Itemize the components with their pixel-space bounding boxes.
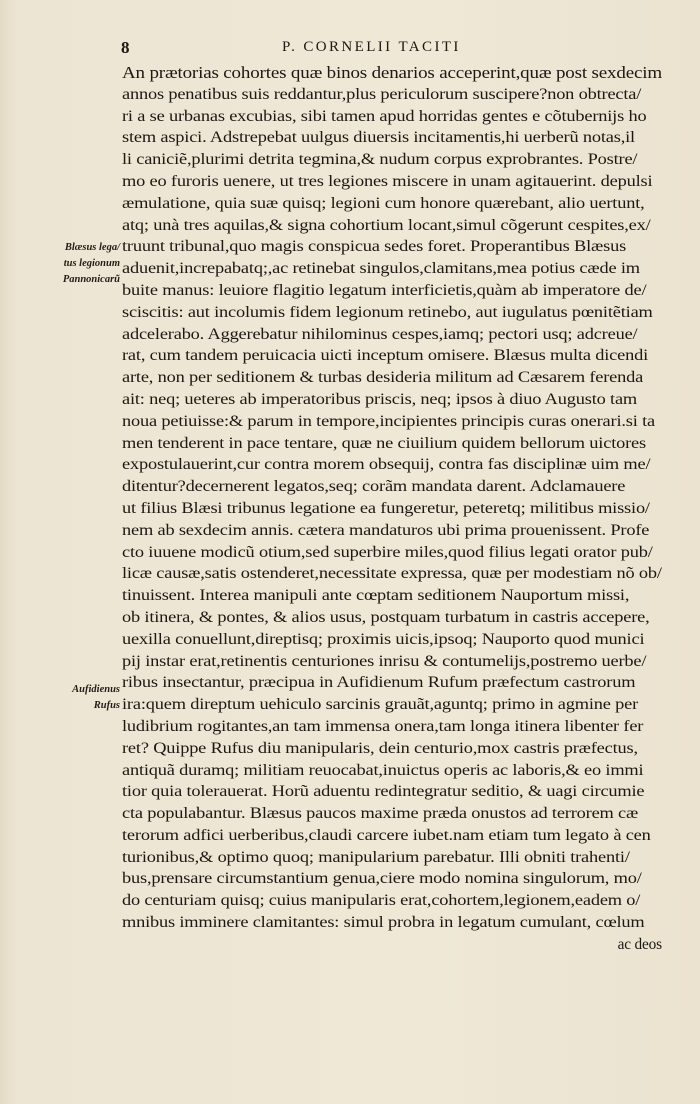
text-line: æmulatione, quia suæ quisq; legioni cum honore quærebant, alio uertunt, xyxy=(122,194,645,212)
text-line: tinuissent. Interea manipuli ante cœptam seditionem Nauportum missi, xyxy=(122,587,630,605)
text-line: sciscitis: aut incolumis fidem legionum retinebo, aut iugulatus pœnitẽtiam xyxy=(122,303,653,321)
text-line: bus,prensare circumstantium genua,ciere modo nomina singulorum, mo/ xyxy=(122,870,642,888)
margin-note-aufidienus xyxy=(40,682,120,714)
text-line: An prætorias cohortes quæ binos denarios acceperint,quæ post sexdecim xyxy=(122,63,662,82)
margin-note-line: Aufidienus xyxy=(72,684,120,695)
margin-note-blaesus xyxy=(40,240,120,288)
text-line: buite manus: leuiore flagitio legatum interficietis,quàm ab imperatore de/ xyxy=(122,281,647,299)
text-line: noua petiuisse:& parum in tempore,incipientes principis curas onerari.si ta xyxy=(122,412,655,430)
margin-note-line: Rufus xyxy=(93,700,120,711)
text-line: tior quia tolerauerat. Horũ aduentu redintegratur seditio, & uagi circumie xyxy=(122,783,645,801)
text-line: ob itinera, & pontes, & alios usus, postquam turbatum in castris accepere, xyxy=(122,608,650,626)
text-line: ira:quem direptum uehiculo sarcinis grauãt,aguntq; primo in agmine per xyxy=(122,696,639,714)
text-line: ut filius Blæsi tribunus legatione ea fungeretur, peteretq; militibus missio/ xyxy=(122,499,650,517)
text-line: ditentur?decernerent legatos,seq; corãm mandata darent. Adclamauere xyxy=(122,478,626,496)
text-line: ait: neq; ueteres ab imperatoribus priscis, neq; ipsos à diuo Augusto tam xyxy=(122,390,638,408)
text-line: turionibus,& optimo quoq; manipularium parebatur. Illi obniti trahenti/ xyxy=(122,848,630,866)
text-line: ac deos xyxy=(617,935,662,953)
text-line: cto iuuene modicũ otium,sed superbire miles,quod filius legati orator pub/ xyxy=(122,543,653,561)
page-header xyxy=(0,38,700,62)
body-text xyxy=(122,62,662,956)
text-line: aduenit,increpabatq;,ac retinebat singulos,clamitans,mea potius cæde im xyxy=(122,260,640,278)
text-line: antiquã duramq; militiam reuocabat,inuictus operis ac laboris,& eo immi xyxy=(122,761,644,779)
text-line: do centuriam quisq; cuius manipularis erat,cohortem,legionem,eadem o/ xyxy=(122,892,641,910)
text-line: mo eo furoris uenere, ut tres legiones miscere in unam agitauerint. depulsi xyxy=(122,172,653,190)
running-head: P. CORNELII TACITI xyxy=(282,39,461,55)
text-line: ribus insectantur, præcipua in Aufidienum Rufum præfectum castrorum xyxy=(122,674,636,692)
text-line: arte, non per seditionem & turbas desideria militum ad Cæsarem ferenda xyxy=(122,369,644,387)
text-line: ret? Quippe Rufus diu manipularis, dein centurio,mox castris præfectus, xyxy=(122,739,638,757)
text-line: atq; unà tres aquilas,& signa cohortium locant,simul cõgerunt cespites,ex/ xyxy=(122,216,651,234)
text-line: mnibus imminere clamitantes: simul probra in legatum cumulant, cœlum xyxy=(122,914,645,932)
text-line: cta populabantur. Blæsus paucos maxime præda onustos ad terrorem cæ xyxy=(122,805,639,823)
text-line: ludibrium rogitantes,an tam immensa onera,tam longa itinera libenter fer xyxy=(122,717,644,735)
text-line: truunt tribunal,quo magis conspicua sedes foret. Properantibus Blæsus xyxy=(122,238,627,256)
text-line: licæ causæ,satis ostenderet,necessitate expressa, quæ per modestiam nõ ob/ xyxy=(122,565,662,583)
folio-number: 8 xyxy=(121,38,131,57)
text-line: terorum adfici uerberibus,claudi carcere iubet.nam etiam tum legato à cen xyxy=(122,826,651,844)
text-line: rat, cum tandem peruicacia uicti inceptum omisere. Blæsus multa dicendi xyxy=(122,347,649,365)
margin-note-line: tus legionum xyxy=(63,258,120,269)
text-line: adcelerabo. Aggerebatur nihilominus cespes,iamq; pectori usq; adcreue/ xyxy=(122,325,638,343)
text-line: li caniciẽ,plurimi detrita tegmina,& nudum corpus exprobrantes. Postre/ xyxy=(122,151,638,169)
text-line: uexilla conuellunt,direptisq; proximis uicis,ipsoq; Nauporto quod munici xyxy=(122,630,645,648)
text-line: annos penatibus suis reddantur,plus periculorum suscipere?non obtrecta/ xyxy=(122,85,642,103)
margin-note-line: Blæsus lega/ xyxy=(64,242,120,253)
text-line: nem ab sexdecim annis. cætera mandaturos ubi prima prouenissent. Profe xyxy=(122,521,650,539)
margin-note-line: Pannonicarũ xyxy=(62,274,120,285)
text-line: ri a se urbanas excubias, sibi tamen apud horridas gentes e cõtubernijs ho xyxy=(122,107,647,125)
text-line: expostulauerint,cur contra morem obsequij, contra fas disciplinæ uim me/ xyxy=(122,456,651,474)
text-line: men tenderent in pace tentare, quæ ne ciuilium quidem bellorum uictores xyxy=(122,434,646,452)
text-line: pij instar erat,retinentis centuriones inrisu & contumelijs,postremo uerbe/ xyxy=(122,652,647,670)
text-line: stem aspici. Adstrepebat uulgus diuersis incitamentis,hi uerberũ notas,il xyxy=(122,129,635,147)
